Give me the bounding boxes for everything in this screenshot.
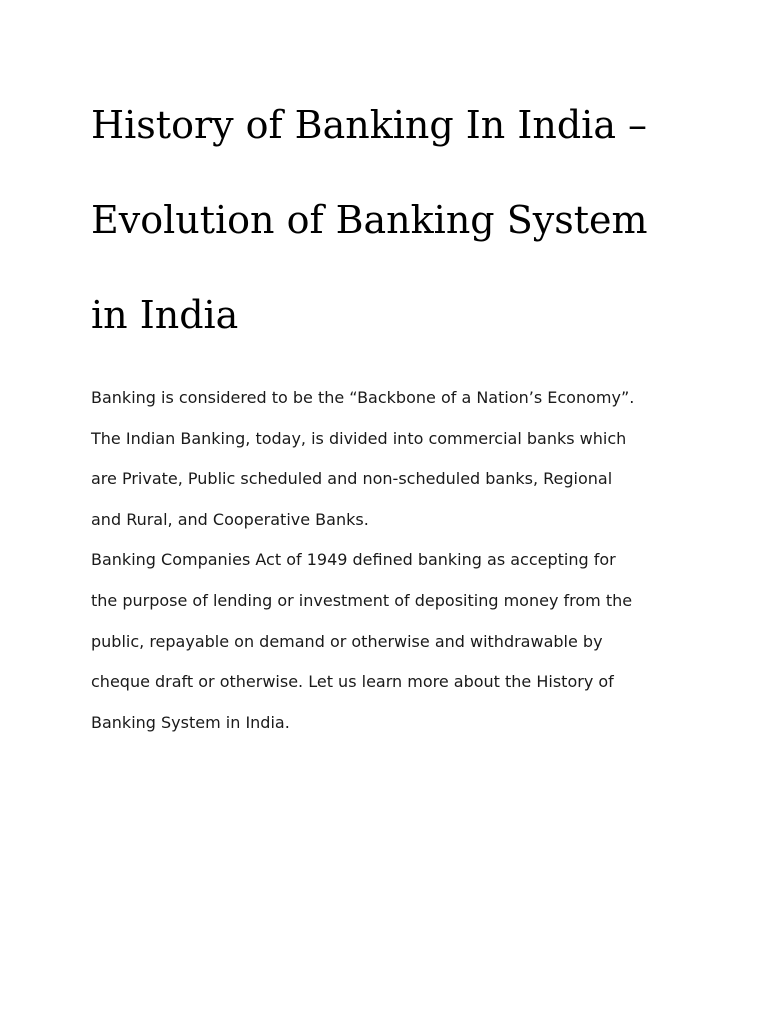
paragraph-definition xyxy=(91,540,731,743)
title-line: History of Banking In India – xyxy=(91,103,648,147)
article-body xyxy=(91,378,731,743)
paragraph-line: Banking is considered to be the “Backbone of a Nation’s Economy”. xyxy=(91,388,635,407)
paragraph-line: public, repayable on demand or otherwise and withdrawable by xyxy=(91,631,603,651)
paragraph-line: cheque draft or otherwise. Let us learn more about the History of xyxy=(91,672,614,692)
title-line: in India xyxy=(91,293,239,337)
title-line: Evolution of Banking System xyxy=(91,198,648,242)
page-title xyxy=(91,78,711,363)
paragraph-line: are Private, Public scheduled and non-scheduled banks, Regional xyxy=(91,469,613,489)
paragraph-line: Banking Companies Act of 1949 defined banking as accepting for xyxy=(91,550,616,570)
paragraph-line: The Indian Banking, today, is divided into commercial banks which xyxy=(91,428,627,448)
paragraph-line: the purpose of lending or investment of depositing money from the xyxy=(91,590,633,610)
paragraph-intro xyxy=(91,378,731,540)
paragraph-line: Banking System in India. xyxy=(91,712,290,732)
paragraph-line: and Rural, and Cooperative Banks. xyxy=(91,509,369,529)
